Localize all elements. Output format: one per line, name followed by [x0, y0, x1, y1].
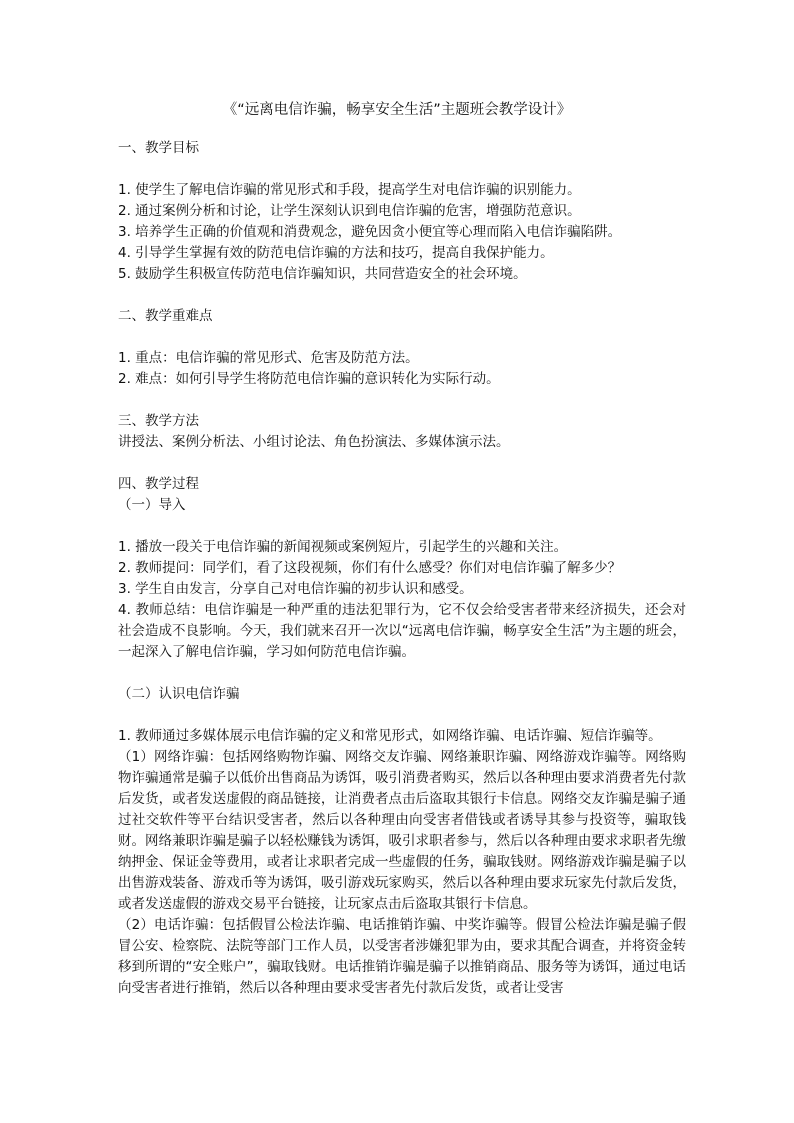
intro-item: 1. 播放一段关于电信诈骗的新闻视频或案例短片，引起学生的兴趣和关注。: [118, 539, 568, 555]
keypoint-item: 2. 难点：如何引导学生将防范电信诈骗的意识转化为实际行动。: [118, 371, 500, 387]
recognize-item: 1. 教师通过多媒体展示电信诈骗的定义和常见形式，如网络诈骗、电话诈骗、短信诈骗等。: [118, 728, 662, 744]
network-fraud-paragraph: （1）网络诈骗：包括网络购物诈骗、网络交友诈骗、网络兼职诈骗、网络游戏诈骗等。网络购物诈骗通常是骗子以低价出售商品为诱饵，吸引消费者购买，然后以各种理由要求消费者先付款后发货，或者发送虚假的商品链接，让消费者点击后盗取其银行卡信息。网络交友诈骗是骗子通过社交软件等平台结识受害者，然后以各种理由向受害者借钱或者诱导其参与投资等，骗取钱财。网络兼职诈骗是骗子以轻松赚钱为诱饵，吸引求职者参与，然后以各种理由要求求职者先缴纳押金、保证金等费用，或者让求职者完成一些虚假的任务，骗取钱财。网络游戏诈骗是骗子以出售游戏装备、游戏币等为诱饵，吸引游戏玩家购买，然后以各种理由要求玩家先付款后发货，或者发送虚假的游戏交易平台链接，让玩家点击后盗取其银行卡信息。: [118, 749, 686, 912]
intro-item: 2. 教师提问：同学们，看了这段视频，你们有什么感受？你们对电信诈骗了解多少？: [118, 560, 622, 576]
goal-item: 2. 通过案例分析和讨论，让学生深刻认识到电信诈骗的危害，增强防范意识。: [118, 203, 581, 219]
keypoint-item: 1. 重点：电信诈骗的常见形式、危害及防范方法。: [118, 350, 419, 366]
phone-fraud-paragraph: （2）电话诈骗：包括假冒公检法诈骗、电话推销诈骗、中奖诈骗等。假冒公检法诈骗是骗子假冒公安、检察院、法院等部门工作人员，以受害者涉嫌犯罪为由，要求其配合调查，并将资金转移到所谓的“安全账户”，骗取钱财。电话推销诈骗是骗子以推销商品、服务等为诱饵，通过电话向受害者进行推销，然后以各种理由要求受害者先付款后发货，或者让受害: [118, 917, 686, 996]
goal-item: 4. 引导学生掌握有效的防范电信诈骗的方法和技巧，提高自我保护能力。: [118, 245, 554, 261]
document-body: [118, 138, 686, 999]
goal-item: 3. 培养学生正确的价值观和消费观念，避免因贪小便宜等心理而陷入电信诈骗陷阱。: [118, 224, 622, 240]
goal-item: 1. 使学生了解电信诈骗的常见形式和手段，提高学生对电信诈骗的识别能力。: [118, 182, 581, 198]
subsection-heading-recognize: （二）认识电信诈骗: [118, 686, 240, 702]
intro-item: 4. 教师总结：电信诈骗是一种严重的违法犯罪行为，它不仅会给受害者带来经济损失，还会对社会造成不良影响。今天，我们就来召开一次以“远离电信诈骗，畅享安全生活”为主题的班会，一起深入了解电信诈骗，学习如何防范电信诈骗。: [118, 602, 686, 660]
section-heading-goals: 一、教学目标: [118, 140, 199, 156]
section-heading-methods: 三、教学方法: [118, 413, 199, 429]
section-heading-keypoints: 二、教学重难点: [118, 308, 213, 324]
goal-item: 5. 鼓励学生积极宣传防范电信诈骗知识，共同营造安全的社会环境。: [118, 266, 527, 282]
section-heading-process: 四、教学过程: [118, 476, 199, 492]
intro-item: 3. 学生自由发言，分享自己对电信诈骗的初步认识和感受。: [118, 581, 473, 597]
document-title: 《“远离电信诈骗，畅享安全生活”主题班会教学设计》: [222, 102, 572, 118]
methods-text: 讲授法、案例分析法、小组讨论法、角色扮演法、多媒体演示法。: [118, 434, 510, 450]
subsection-heading-intro: （一）导入: [118, 497, 186, 513]
